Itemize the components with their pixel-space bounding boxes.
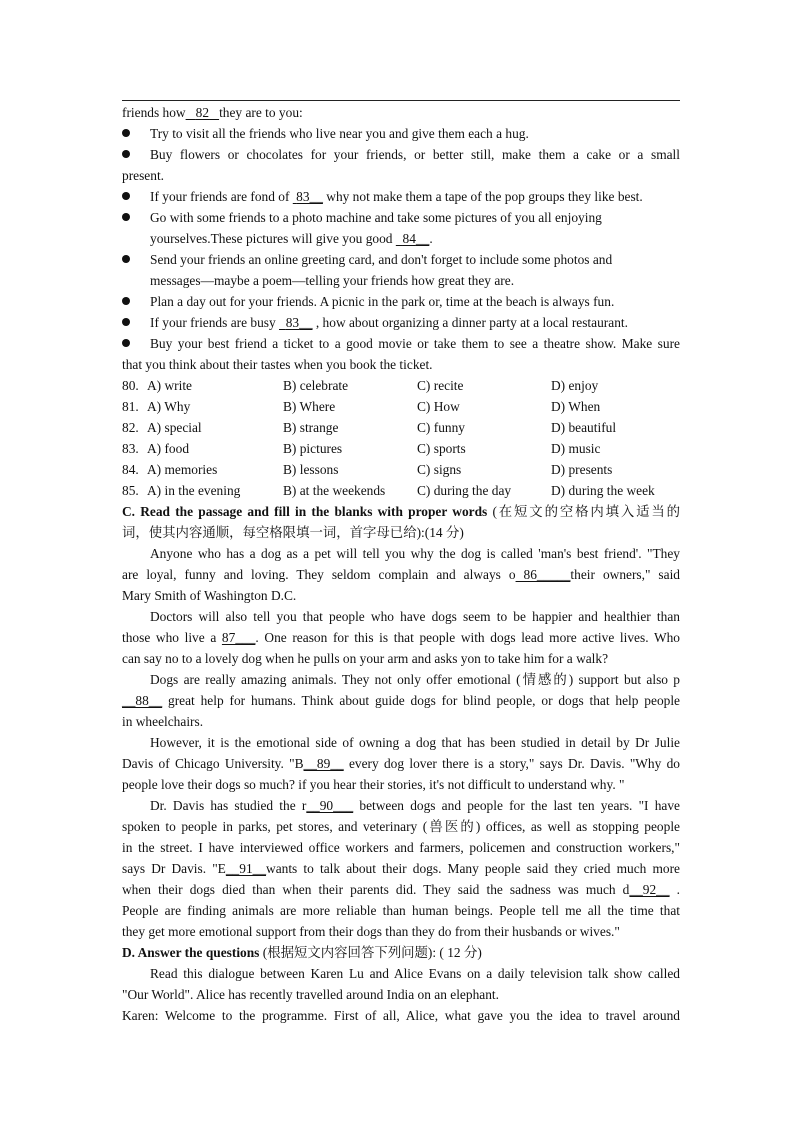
option-c[interactable]: C) funny [417, 420, 465, 435]
option-d[interactable]: D) enjoy [551, 378, 599, 393]
question-number: 85. [122, 483, 139, 498]
bullet-item: Send your friends an online greeting card, and don't forget to include some photos and [150, 252, 613, 267]
bullet-item: Buy flowers or chocolates for your friends, or better still, make them a cake or a small [150, 147, 680, 162]
option-d[interactable]: D) beautiful [551, 420, 617, 435]
passage-line [122, 565, 680, 585]
option-a[interactable]: A) memories [147, 462, 218, 477]
option-a[interactable]: A) Why [147, 399, 191, 414]
section-d-heading: D. Answer the questions (根据短文内容回答下列问题): ( 12 分) [122, 945, 482, 960]
option-a[interactable]: A) in the evening [147, 483, 241, 498]
passage-line [122, 880, 680, 900]
bullet-item-continued: messages—maybe a poem—telling your friends how great they are. [150, 273, 515, 288]
bullet-dot [122, 192, 130, 200]
bullet-item: Plan a day out for your friends. A picnic in the park or, time at the beach is always fun. [150, 294, 615, 309]
section-c-heading: C. Read the passage and fill in the blanks with proper words (在短文的空格内填入适当的 [122, 504, 680, 519]
option-c[interactable]: C) during the day [417, 483, 512, 498]
option-a[interactable]: A) write [147, 378, 192, 393]
question-number: 84. [122, 462, 139, 477]
passage-line [122, 712, 680, 732]
intro-text: friends how [122, 105, 186, 120]
passage-line [122, 775, 680, 795]
passage-text: their owners," said [570, 567, 681, 582]
passage-text: they get more emotional support from their dogs than they do from their husbands or wives." [122, 924, 620, 939]
intro-text-end: they are to you: [219, 105, 303, 120]
passage-text: spoken to people in parks, pet stores, and veterinary (兽医的) offices, as well as stopping people [122, 819, 680, 834]
bullet-item: Go with some friends to a photo machine and take some pictures of you all enjoying [150, 210, 602, 225]
option-b[interactable]: B) at the weekends [283, 483, 386, 498]
option-d[interactable]: D) When [551, 399, 601, 414]
bullet-item-continued: yourselves.These pictures will give you good 84__. [150, 231, 433, 246]
passage-text: Anyone who has a dog as a pet will tell you why the dog is called 'man's best friend'. "They [150, 546, 680, 561]
passage-text: says Dr Davis. "E [122, 861, 226, 876]
passage-text: Davis of Chicago University. "B [122, 756, 304, 771]
bullet-dot [122, 339, 130, 347]
option-d[interactable]: D) presents [551, 462, 613, 477]
blank-83: 83 [296, 189, 310, 204]
option-b[interactable]: B) pictures [283, 441, 343, 456]
option-c[interactable]: C) recite [417, 378, 464, 393]
blank[interactable]: __91__ [225, 861, 267, 876]
bullet-item: If your friends are busy 83__ , how about organizing a dinner party at a local restaurant. [150, 315, 628, 330]
passage-text: Mary Smith of Washington D.C. [122, 588, 297, 603]
section-c-heading-continued: 词，使其内容通顺，每空格限填一词，首字母已给):(14 分) [122, 525, 464, 540]
passage-line [122, 586, 680, 606]
passage-text: people love their dogs so much? if you hear their stories, it's not difficult to understand why. " [122, 777, 625, 792]
passage-text: in the street. I have interviewed office workers and farmers, policemen and construction workers," [122, 840, 680, 855]
option-d[interactable]: D) during the week [551, 483, 655, 498]
passage-line [150, 733, 680, 753]
blank[interactable]: __89__ [303, 756, 344, 771]
passage-line [150, 607, 680, 627]
bullet-item-continued: present. [122, 168, 165, 183]
bullet-dot [122, 150, 130, 158]
passage-line [122, 838, 680, 858]
bullet-item: Buy your best friend a ticket to a good movie or take them to see a theatre show. Make sure [150, 336, 680, 351]
bullet-item-continued: that you think about their tastes when you book the ticket. [122, 357, 433, 372]
bullet-item: If your friends are fond of 83__ why not make them a tape of the pop groups they like best. [150, 189, 643, 204]
question-number: 81. [122, 399, 139, 414]
option-b[interactable]: B) celebrate [283, 378, 349, 393]
bullet-dot [122, 255, 130, 263]
option-b[interactable]: B) lessons [283, 462, 339, 477]
blank[interactable]: 87___ [221, 630, 256, 645]
option-a[interactable]: A) special [147, 420, 202, 435]
passage-text: every dog lover there is a story," says Dr. Davis. "Why do [343, 756, 680, 771]
passage-text: great help for humans. Think about guide dogs for blind people, or dogs that help people [162, 693, 680, 708]
blank-82: 82 [195, 105, 210, 120]
passage-line [150, 544, 680, 564]
passage-text: . [669, 882, 681, 897]
blank[interactable]: __90___ [306, 798, 354, 813]
passage-text: when their dogs died than when their parents did. They said the sadness was much d [122, 882, 630, 897]
passage-text: . One reason for this is that people with dogs lead more active lives. Who [255, 630, 680, 645]
option-b[interactable]: B) strange [283, 420, 339, 435]
passage-text: wants to talk about their dogs. Many people said they cried much more [266, 861, 680, 876]
blank[interactable]: 86_____ [515, 567, 571, 582]
passage-line [122, 691, 680, 711]
question-number: 82. [122, 420, 139, 435]
passage-line [150, 670, 680, 690]
passage-text: Doctors will also tell you that people who have dogs seem to be happier and healthier than [150, 609, 680, 624]
passage-text: in wheelchairs. [122, 714, 204, 729]
passage-line [122, 901, 680, 921]
passage-text: Read this dialogue between Karen Lu and Alice Evans on a daily television talk show called [150, 966, 680, 981]
bullet-dot [122, 213, 130, 221]
option-d[interactable]: D) music [551, 441, 601, 456]
passage-line [122, 817, 680, 837]
question-number: 80. [122, 378, 139, 393]
passage-text: Dr. Davis has studied the r [150, 798, 307, 813]
passage-line [122, 754, 680, 774]
passage-text: are loyal, funny and loving. They seldom complain and always o [122, 567, 516, 582]
blank-84: 84 [402, 231, 416, 246]
bullet-item: Try to visit all the friends who live near you and give them each a hug. [150, 126, 529, 141]
question-number: 83. [122, 441, 139, 456]
bullet-dot [122, 297, 130, 305]
option-b[interactable]: B) Where [283, 399, 336, 414]
passage-line [122, 922, 680, 942]
option-c[interactable]: C) How [417, 399, 460, 414]
blank[interactable]: __92__ [629, 882, 670, 897]
passage-text: However, it is the emotional side of owning a dog that has been studied in detail by Dr Julie [150, 735, 680, 750]
option-c[interactable]: C) sports [417, 441, 466, 456]
option-a[interactable]: A) food [147, 441, 190, 456]
passage-text: Karen: Welcome to the programme. First of all, Alice, what gave you the idea to travel around [122, 1008, 680, 1023]
passage-line [122, 859, 680, 879]
option-c[interactable]: C) signs [417, 462, 462, 477]
passage-text: those who live a [122, 630, 222, 645]
intro-line [122, 103, 680, 123]
blank-83: 83 [285, 315, 300, 330]
passage-line [150, 964, 680, 984]
passage-line [122, 985, 680, 1005]
passage-line [122, 649, 680, 669]
passage-text: "Our World". Alice has recently travelled around India on an elephant. [122, 987, 499, 1002]
header-rule [122, 100, 680, 101]
bullet-dot [122, 129, 130, 137]
passage-line [150, 796, 680, 816]
passage-text: People are finding animals are more reliable than human beings. People tell me all the time that [122, 903, 680, 918]
passage-line [122, 1006, 680, 1026]
passage-text: Dogs are really amazing animals. They not only offer emotional (情感的) support but also p [150, 672, 680, 687]
passage-line [122, 628, 680, 648]
passage-text: between dogs and people for the last ten years. "I have [353, 798, 680, 813]
passage-text: can say no to a lovely dog when he pulls on your arm and asks yon to take him for a walk? [122, 651, 609, 666]
blank[interactable]: __88__ [122, 693, 163, 708]
bullet-dot [122, 318, 130, 326]
